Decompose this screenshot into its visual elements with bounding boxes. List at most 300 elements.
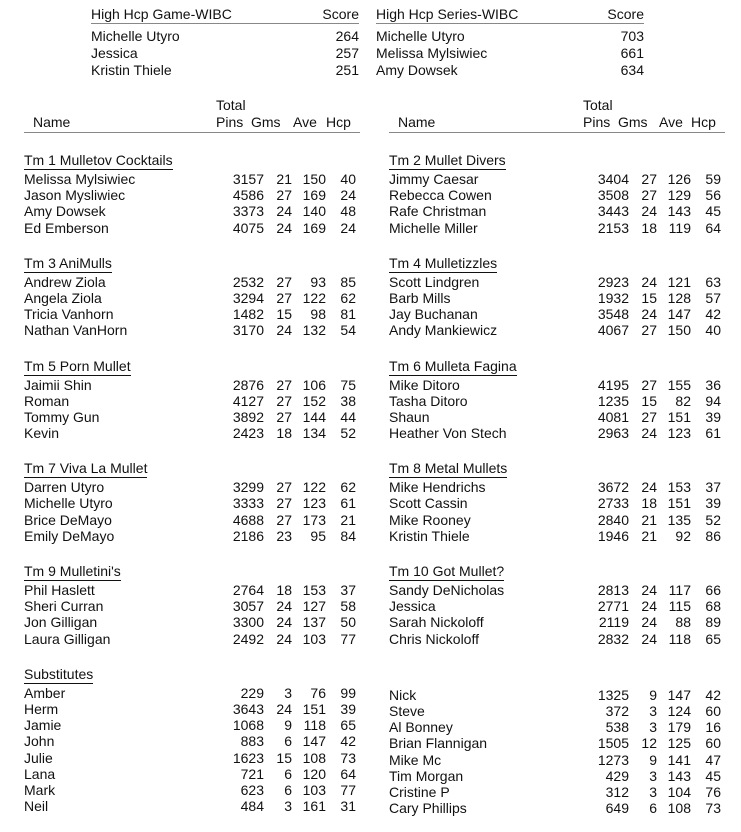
player-row xyxy=(389,393,725,409)
average: 169 xyxy=(302,187,326,204)
player-name: Shaun xyxy=(389,408,430,425)
handicap: 59 xyxy=(705,171,721,187)
games: 27 xyxy=(276,392,292,409)
handicap: 52 xyxy=(705,511,721,528)
total-pins: 883 xyxy=(240,733,264,750)
column-header xyxy=(24,96,360,133)
player-row xyxy=(389,290,725,306)
player-row xyxy=(24,171,360,187)
average: 123 xyxy=(667,425,691,442)
games: 24 xyxy=(276,630,292,647)
average: 151 xyxy=(667,495,691,512)
handicap: 31 xyxy=(340,798,356,815)
average: 126 xyxy=(667,171,691,187)
player-name: Phil Haslett xyxy=(24,582,95,598)
player-row xyxy=(24,685,360,701)
team-title: Tm 9 Mulletini's xyxy=(24,563,121,579)
player-row xyxy=(389,784,725,800)
player-row xyxy=(24,717,360,733)
player-name: Andrew Ziola xyxy=(24,273,106,290)
col-total-label: Total xyxy=(583,97,613,113)
player-row xyxy=(24,512,360,528)
handicap: 56 xyxy=(705,187,721,204)
team-section xyxy=(389,255,725,339)
total-pins: 2963 xyxy=(597,425,629,442)
score-value: 264 xyxy=(335,28,359,44)
player-name: Laura Gilligan xyxy=(24,630,111,647)
col-total-label: Total xyxy=(216,97,246,113)
total-pins: 3404 xyxy=(597,171,629,187)
high-hcp-series-score-label: Score xyxy=(607,6,644,22)
team-title: Tm 1 Mulletov Cocktails xyxy=(24,152,173,168)
games: 18 xyxy=(641,495,657,512)
player-row xyxy=(24,598,360,614)
games: 24 xyxy=(276,598,292,615)
player-row xyxy=(24,631,360,647)
high-hcp-game-row xyxy=(91,62,359,79)
total-pins: 2733 xyxy=(597,495,629,512)
player-row xyxy=(389,187,725,203)
average: 151 xyxy=(302,700,326,717)
player-name: Nick xyxy=(389,686,417,703)
team-section xyxy=(389,460,725,544)
player-row xyxy=(389,171,725,187)
average: 125 xyxy=(667,735,691,752)
player-name: Mike Rooney xyxy=(389,511,471,528)
left-team-list xyxy=(24,152,360,814)
total-pins: 372 xyxy=(605,702,629,719)
average: 108 xyxy=(667,800,691,817)
total-pins: 429 xyxy=(605,767,629,784)
total-pins: 1273 xyxy=(597,751,629,768)
games: 6 xyxy=(284,733,292,750)
total-pins: 3294 xyxy=(232,289,264,306)
handicap: 52 xyxy=(340,425,356,442)
handicap: 61 xyxy=(705,425,721,442)
games: 15 xyxy=(641,289,657,306)
bowler-name: Melissa Mylsiwiec xyxy=(376,45,488,61)
handicap: 44 xyxy=(340,408,356,425)
player-name: Sandy DeNicholas xyxy=(389,582,505,598)
handicap: 40 xyxy=(705,322,721,339)
player-row xyxy=(24,701,360,717)
average: 179 xyxy=(667,719,691,736)
player-name: Mike Hendrichs xyxy=(389,479,486,496)
games: 6 xyxy=(284,765,292,782)
bowler-name: Michelle Utyro xyxy=(376,28,465,44)
handicap: 39 xyxy=(340,700,356,717)
total-pins: 4688 xyxy=(232,511,264,528)
average: 153 xyxy=(302,582,326,598)
player-row xyxy=(389,598,725,614)
handicap: 42 xyxy=(705,686,721,703)
handicap: 64 xyxy=(705,219,721,236)
total-pins: 312 xyxy=(605,783,629,800)
handicap: 66 xyxy=(705,582,721,598)
col-name-label: Name xyxy=(33,114,71,130)
score-value: 661 xyxy=(620,45,644,61)
player-row xyxy=(389,752,725,768)
total-pins: 4075 xyxy=(232,219,264,236)
average: 135 xyxy=(667,511,691,528)
col-ave-label: Ave xyxy=(293,114,317,130)
player-row xyxy=(24,425,360,441)
average: 122 xyxy=(302,479,326,496)
total-pins: 2532 xyxy=(232,273,264,290)
high-hcp-series-row xyxy=(376,28,644,45)
player-row xyxy=(389,768,725,784)
games: 24 xyxy=(641,306,657,323)
team-section xyxy=(24,255,360,339)
total-pins: 1068 xyxy=(232,717,264,734)
average: 103 xyxy=(302,630,326,647)
games: 3 xyxy=(649,783,657,800)
player-name: Roman xyxy=(24,392,70,409)
total-pins: 1325 xyxy=(597,686,629,703)
games: 24 xyxy=(641,598,657,615)
col-name-label: Name xyxy=(398,114,436,130)
average: 104 xyxy=(667,783,691,800)
games: 24 xyxy=(276,219,292,236)
games: 6 xyxy=(649,800,657,817)
player-row xyxy=(389,274,725,290)
average: 150 xyxy=(302,171,326,187)
player-name: Tasha Ditoro xyxy=(389,392,468,409)
average: 82 xyxy=(675,392,691,409)
player-row xyxy=(389,687,725,703)
games: 24 xyxy=(641,479,657,496)
average: 92 xyxy=(675,527,691,544)
team-section xyxy=(389,666,725,817)
average: 144 xyxy=(302,408,326,425)
average: 147 xyxy=(667,686,691,703)
team-title: Tm 5 Porn Mullet xyxy=(24,357,131,374)
player-row xyxy=(389,582,725,598)
games: 3 xyxy=(649,719,657,736)
handicap: 63 xyxy=(705,273,721,290)
player-name: Barb Mills xyxy=(389,289,451,306)
handicap: 77 xyxy=(340,781,356,798)
games: 3 xyxy=(649,702,657,719)
average: 129 xyxy=(667,187,691,204)
handicap: 37 xyxy=(340,582,356,598)
games: 27 xyxy=(276,408,292,425)
average: 121 xyxy=(667,273,691,290)
average: 124 xyxy=(667,702,691,719)
handicap: 64 xyxy=(340,765,356,782)
player-row xyxy=(389,495,725,511)
total-pins: 3170 xyxy=(232,322,264,339)
games: 23 xyxy=(276,527,292,544)
player-row xyxy=(24,495,360,511)
score-value: 703 xyxy=(620,28,644,44)
team-title: Substitutes xyxy=(24,665,94,682)
player-name: Jay Buchanan xyxy=(389,306,478,323)
total-pins: 4586 xyxy=(232,187,264,204)
games: 24 xyxy=(641,582,657,598)
player-name: Lana xyxy=(24,765,56,782)
player-row xyxy=(389,220,725,236)
average: 123 xyxy=(302,495,326,512)
handicap: 48 xyxy=(340,203,356,220)
handicap: 62 xyxy=(340,479,356,496)
games: 24 xyxy=(641,614,657,631)
games: 9 xyxy=(649,686,657,703)
player-row xyxy=(389,735,725,751)
average: 147 xyxy=(302,733,326,750)
total-pins: 2764 xyxy=(232,582,264,598)
handicap: 73 xyxy=(340,749,356,766)
player-name: Cristine P xyxy=(389,783,450,800)
handicap: 38 xyxy=(340,392,356,409)
player-name: Heather Von Stech xyxy=(389,425,507,442)
player-name: Tim Morgan xyxy=(389,767,464,784)
handicap: 62 xyxy=(340,289,356,306)
handicap: 54 xyxy=(340,322,356,339)
games: 27 xyxy=(641,408,657,425)
games: 27 xyxy=(276,495,292,512)
player-name: Cary Phillips xyxy=(389,800,467,817)
total-pins: 4127 xyxy=(232,392,264,409)
bowler-name: Jessica xyxy=(91,45,138,61)
team-section xyxy=(389,563,725,647)
team-section xyxy=(24,460,360,544)
total-pins: 2186 xyxy=(232,527,264,544)
col-pins-label: Pins xyxy=(583,114,611,130)
handicap: 81 xyxy=(340,306,356,323)
total-pins: 721 xyxy=(240,765,264,782)
games: 18 xyxy=(276,582,292,598)
games: 27 xyxy=(641,187,657,204)
games: 24 xyxy=(276,700,292,717)
high-hcp-game-row xyxy=(91,45,359,62)
games: 27 xyxy=(276,187,292,204)
player-name: Amber xyxy=(24,684,66,701)
games: 24 xyxy=(641,273,657,290)
handicap: 89 xyxy=(705,614,721,631)
handicap: 65 xyxy=(705,630,721,647)
average: 115 xyxy=(668,598,691,615)
player-row xyxy=(24,306,360,322)
games: 27 xyxy=(641,322,657,339)
total-pins: 3299 xyxy=(232,479,264,496)
player-row xyxy=(389,719,725,735)
player-name: Mark xyxy=(24,781,56,798)
total-pins: 649 xyxy=(605,800,629,817)
total-pins: 3333 xyxy=(232,495,264,512)
player-row xyxy=(389,203,725,219)
games: 27 xyxy=(641,376,657,393)
average: 127 xyxy=(302,598,326,615)
player-name: Angela Ziola xyxy=(24,289,102,306)
player-row xyxy=(24,798,360,814)
handicap: 39 xyxy=(705,495,721,512)
average: 103 xyxy=(302,781,326,798)
average: 143 xyxy=(667,767,691,784)
handicap: 68 xyxy=(705,598,721,615)
high-hcp-series-row xyxy=(376,45,644,62)
games: 24 xyxy=(641,630,657,647)
player-name: Al Bonney xyxy=(389,719,453,736)
player-name: Amy Dowsek xyxy=(24,203,106,220)
total-pins: 1505 xyxy=(597,735,629,752)
player-row xyxy=(24,322,360,338)
games: 12 xyxy=(641,735,657,752)
total-pins: 229 xyxy=(240,684,264,701)
games: 18 xyxy=(276,425,292,442)
average: 137 xyxy=(302,614,326,631)
high-hcp-series-row xyxy=(376,62,644,79)
col-pins-label: Pins xyxy=(216,114,244,130)
player-name: Sarah Nickoloff xyxy=(389,614,484,631)
games: 24 xyxy=(276,322,292,339)
high-hcp-series-title: High Hcp Series-WIBC xyxy=(376,6,607,24)
average: 95 xyxy=(310,527,326,544)
average: 134 xyxy=(302,425,326,442)
player-name: Rafe Christman xyxy=(389,203,487,220)
games: 27 xyxy=(641,171,657,187)
column-header xyxy=(389,96,725,133)
player-row xyxy=(24,766,360,782)
total-pins: 2832 xyxy=(597,630,629,647)
handicap: 65 xyxy=(340,717,356,734)
average: 88 xyxy=(675,614,691,631)
player-row xyxy=(389,425,725,441)
average: 150 xyxy=(667,322,691,339)
player-name: Julie xyxy=(24,749,53,766)
bowler-name: Kristin Thiele xyxy=(91,62,172,78)
high-hcp-game-score-label: Score xyxy=(322,6,359,22)
handicap: 75 xyxy=(340,376,356,393)
games: 18 xyxy=(641,219,657,236)
average: 106 xyxy=(302,376,326,393)
total-pins: 3443 xyxy=(597,203,629,220)
average: 93 xyxy=(310,273,326,290)
team-section xyxy=(24,666,360,815)
games: 24 xyxy=(641,425,657,442)
total-pins: 1932 xyxy=(597,289,629,306)
player-row xyxy=(389,512,725,528)
player-name: Kristin Thiele xyxy=(389,527,470,544)
player-row xyxy=(389,479,725,495)
average: 132 xyxy=(302,322,326,339)
handicap: 60 xyxy=(705,702,721,719)
handicap: 84 xyxy=(340,527,356,544)
team-section xyxy=(389,358,725,442)
player-name: Chris Nickoloff xyxy=(389,630,479,647)
games: 27 xyxy=(276,479,292,496)
player-name: Neil xyxy=(24,798,49,815)
player-row xyxy=(389,377,725,393)
total-pins: 4081 xyxy=(597,408,629,425)
games: 21 xyxy=(641,527,657,544)
average: 108 xyxy=(302,749,326,766)
handicap: 24 xyxy=(340,187,356,204)
handicap: 57 xyxy=(705,289,721,306)
handicap: 37 xyxy=(705,479,721,496)
handicap: 73 xyxy=(705,800,721,817)
team-title: Tm 4 Mulletizzles xyxy=(389,254,498,271)
handicap: 16 xyxy=(705,719,721,736)
high-hcp-game-row xyxy=(91,28,359,45)
total-pins: 4067 xyxy=(597,322,629,339)
player-name: Brian Flannigan xyxy=(389,735,488,752)
handicap: 40 xyxy=(340,171,356,187)
handicap: 94 xyxy=(705,392,721,409)
games: 24 xyxy=(276,614,292,631)
score-value: 634 xyxy=(620,62,644,78)
handicap: 45 xyxy=(705,203,721,220)
games: 24 xyxy=(276,203,292,220)
player-row xyxy=(24,290,360,306)
average: 120 xyxy=(302,765,326,782)
total-pins: 3643 xyxy=(232,700,264,717)
player-row xyxy=(24,528,360,544)
player-name: Darren Utyro xyxy=(24,479,105,496)
handicap: 60 xyxy=(705,735,721,752)
total-pins: 3548 xyxy=(597,306,629,323)
col-hcp-label: Hcp xyxy=(326,114,351,130)
high-hcp-series-header xyxy=(376,6,644,24)
player-row xyxy=(389,306,725,322)
average: 152 xyxy=(302,392,326,409)
player-name: Sheri Curran xyxy=(24,598,104,615)
total-pins: 3508 xyxy=(597,187,629,204)
team-title: Tm 8 Metal Mullets xyxy=(389,460,508,477)
player-name: Steve xyxy=(389,702,425,719)
handicap: 58 xyxy=(340,598,356,615)
games: 15 xyxy=(641,392,657,409)
average: 153 xyxy=(667,479,691,496)
total-pins: 2119 xyxy=(598,614,629,631)
team-section xyxy=(24,358,360,442)
bowler-name: Michelle Utyro xyxy=(91,28,180,44)
total-pins: 3672 xyxy=(597,479,629,496)
score-value: 257 xyxy=(335,45,359,61)
player-name: Jimmy Caesar xyxy=(389,171,479,187)
handicap: 36 xyxy=(705,376,721,393)
player-name: Jon Gilligan xyxy=(24,614,98,631)
games: 27 xyxy=(276,511,292,528)
handicap: 61 xyxy=(340,495,356,512)
total-pins: 2813 xyxy=(597,582,629,598)
average: 76 xyxy=(310,684,326,701)
total-pins: 3300 xyxy=(232,614,264,631)
high-hcp-series-block xyxy=(376,6,644,79)
player-name: Kevin xyxy=(24,425,60,442)
average: 151 xyxy=(667,408,691,425)
total-pins: 1946 xyxy=(597,527,629,544)
standings-left-column xyxy=(24,96,360,814)
player-name: Jamie xyxy=(24,717,62,734)
player-row xyxy=(24,274,360,290)
total-pins: 623 xyxy=(240,781,264,798)
average: 161 xyxy=(302,798,326,815)
player-row xyxy=(389,528,725,544)
player-name: Mike Ditoro xyxy=(389,376,460,393)
player-name: Jason Mysliwiec xyxy=(24,187,126,204)
average: 98 xyxy=(310,306,326,323)
player-row xyxy=(389,703,725,719)
games: 27 xyxy=(276,273,292,290)
handicap: 21 xyxy=(340,511,356,528)
handicap: 76 xyxy=(705,783,721,800)
games: 6 xyxy=(284,781,292,798)
total-pins: 1623 xyxy=(232,749,264,766)
right-team-list xyxy=(389,152,725,816)
player-row xyxy=(24,479,360,495)
total-pins: 2423 xyxy=(232,425,264,442)
